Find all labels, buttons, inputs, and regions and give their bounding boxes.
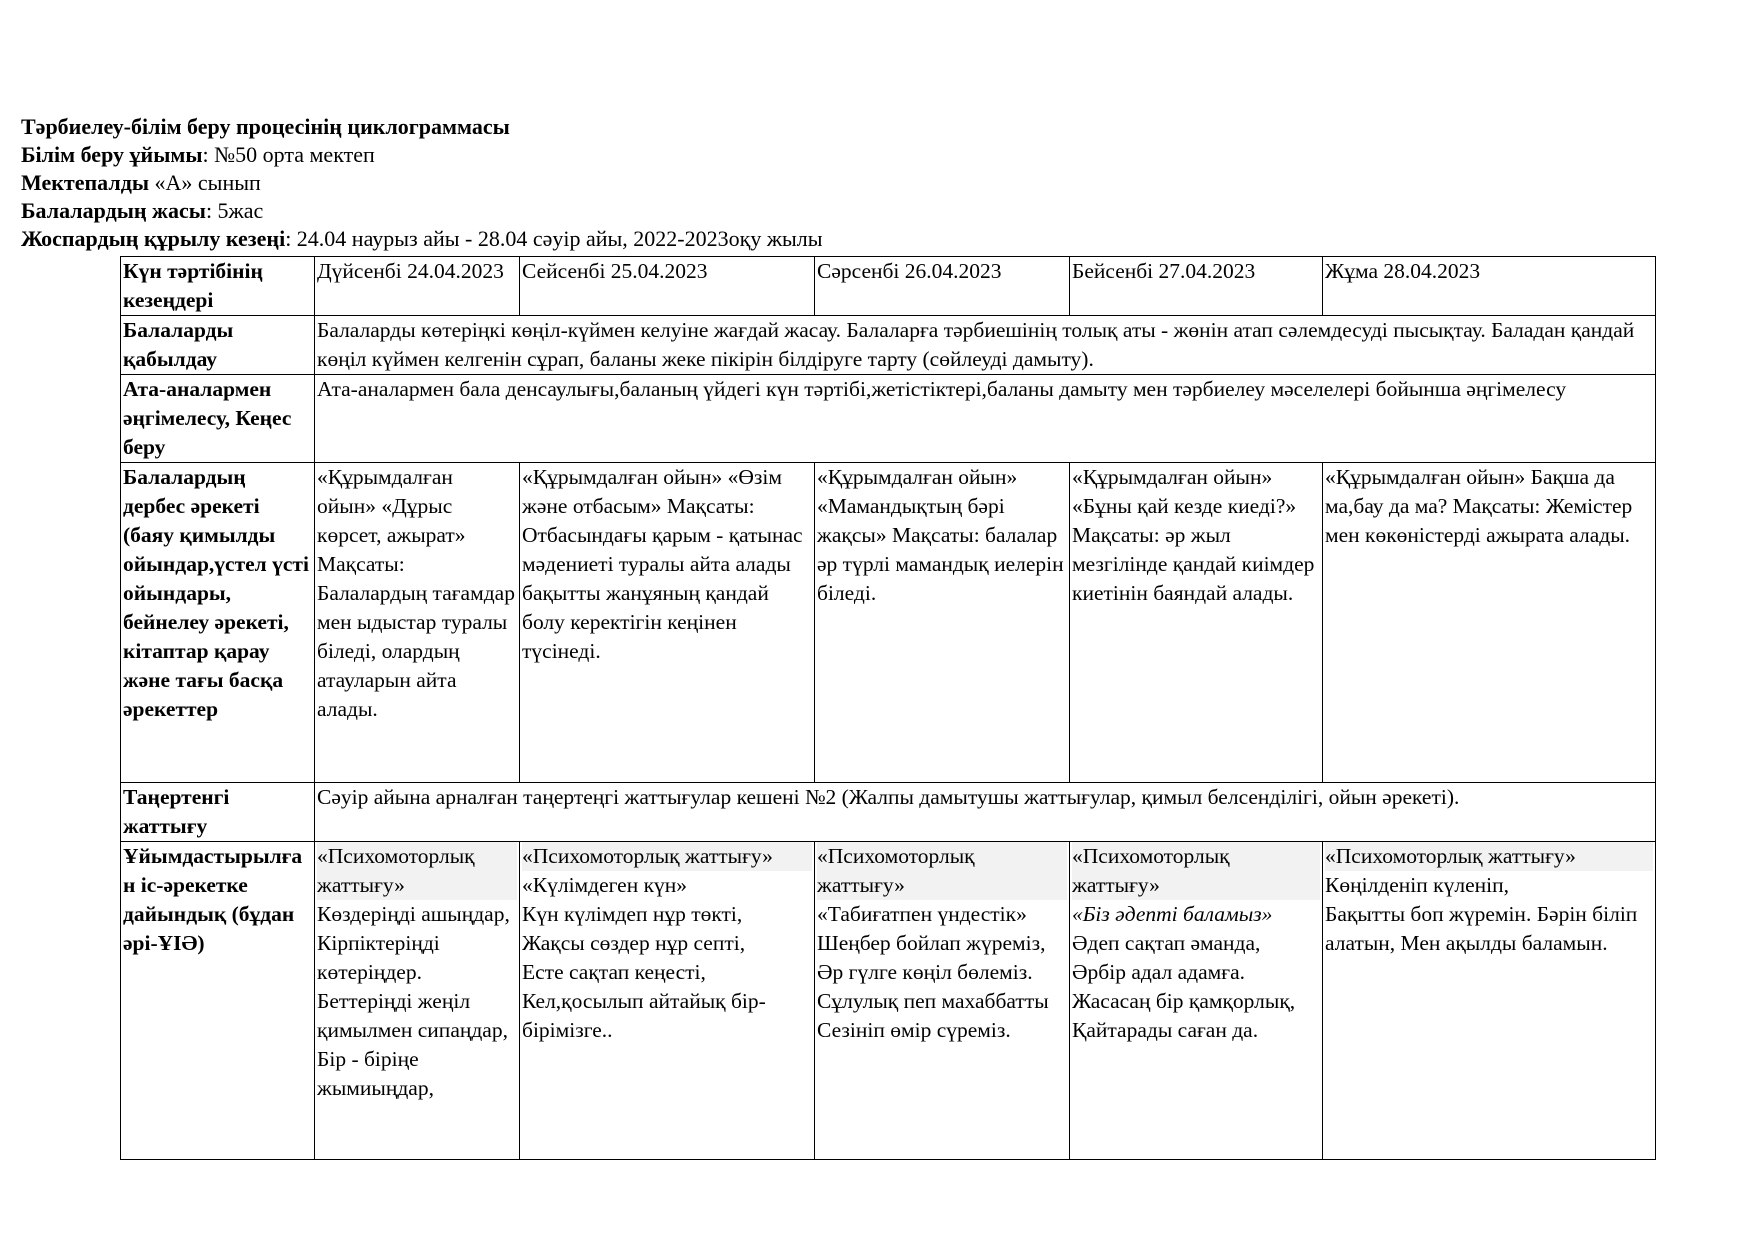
prep-line: «Күлімдеген күн» <box>522 873 688 897</box>
day-header-monday: Дүйсенбі 24.04.2023 <box>315 257 520 316</box>
reception-text: Балаларды көтеріңкі көңіл-күймен келуіне жағдай жасау. Балаларға тәрбиешінің толық аты - жөнін атап сәлемдесуді пысықтау. Баладан қандай көңіл күймен келгенін сұрап, баланы жеке пікірін білдіруге тарту (сөйлеуді дамыту). <box>315 316 1656 375</box>
prep-friday <box>1323 842 1656 1160</box>
activity-tuesday: «Құрымдалған ойын» «Өзім және отбасым» Мақсаты: Отбасындағы қарым - қатынас мәдениеті туралы айта алады бақытты жанұяның қандай болу керектігін кеңінен түсінеді. <box>520 463 815 783</box>
prep-line: Әдеп сақтап әманда, <box>1072 931 1261 955</box>
prep-line: Сұлулық пеп махаббатты <box>817 989 1049 1013</box>
group-line: Мектепалды «А» сынып <box>21 170 261 195</box>
prep-line: Көздеріңді ашыңдар, <box>317 902 510 926</box>
prep-line: Әр гүлге көңіл бөлеміз. <box>817 960 1033 984</box>
organization-line: Білім беру ұйымы: №50 орта мектеп <box>21 142 375 167</box>
prep-subtitle: «Біз әдепті баламыз» <box>1072 902 1273 926</box>
table-row <box>121 842 1656 1160</box>
row-label: Балалардың дербес әрекеті (баяу қимылды ойындар,үстел үсті ойындары, бейнелеу әрекеті, кітаптар қарау және тағы басқа әрекеттер <box>121 463 315 783</box>
prep-line: Көңілденіп күленіп, <box>1325 873 1509 897</box>
document-header <box>21 113 823 253</box>
prep-line: «Табиғатпен үндестік» <box>817 902 1027 926</box>
prep-line: Беттеріңді жеңіл қимылмен сипаңдар, <box>317 989 508 1042</box>
table-row <box>121 257 1656 316</box>
table-row <box>121 375 1656 463</box>
prep-line: Әрбір адал адамға. <box>1072 960 1245 984</box>
day-header-wednesday: Сәрсенбі 26.04.2023 <box>815 257 1070 316</box>
prep-thursday <box>1070 842 1323 1160</box>
row-label: Күн тәртібінің кезеңдері <box>121 257 315 316</box>
prep-line: Күн күлімдеп нұр төкті, <box>522 902 743 926</box>
row-label: Ұйымдастырылған іс-әрекетке дайындық (бұдан әрі-ҰІӘ) <box>121 842 315 1160</box>
table-row <box>121 463 1656 783</box>
prep-title: «Психомоторлық жаттығу» <box>1325 842 1653 871</box>
activity-wednesday: «Құрымдалған ойын» «Мамандықтың бәрі жақсы» Мақсаты: балалар әр түрлі мамандық иелерін біледі. <box>815 463 1070 783</box>
prep-line: Есте сақтап кеңесті, <box>522 960 706 984</box>
prep-line: Сезініп өмір сүреміз. <box>817 1018 1011 1042</box>
prep-title: «Психомоторлық жаттығу» <box>522 842 812 871</box>
prep-line: Кел,қосылып айтайық бір-бірімізге.. <box>522 989 766 1042</box>
row-label: Балаларды қабылдау <box>121 316 315 375</box>
prep-tuesday <box>520 842 815 1160</box>
activity-friday: «Құрымдалған ойын» Бақша да ма,бау да ма? Мақсаты: Жемістер мен көкөністерді ажырата алады. <box>1323 463 1656 783</box>
prep-title: «Психомоторлық жаттығу» <box>317 842 517 900</box>
prep-wednesday <box>815 842 1070 1160</box>
exercise-text: Сәуір айына арналған таңертеңгі жаттығулар кешені №2 (Жалпы дамытушы жаттығулар, қимыл белсенділігі, ойын әрекеті). <box>315 783 1656 842</box>
activity-monday: «Құрымдалған ойын» «Дұрыс көрсет, ажырат» Мақсаты: Балалардың тағамдар мен ыдыстар туралы біледі, олардың атауларын айта алады. <box>315 463 520 783</box>
prep-line: Шеңбер бойлап жүреміз, <box>817 931 1046 955</box>
schedule-table <box>120 256 1656 1160</box>
prep-line: Бақытты боп жүремін. Бәрін біліп алатын, Мен ақылды баламын. <box>1325 902 1638 955</box>
row-label: Таңертенгі жаттығу <box>121 783 315 842</box>
day-header-thursday: Бейсенбі 27.04.2023 <box>1070 257 1323 316</box>
prep-monday <box>315 842 520 1160</box>
table-row <box>121 316 1656 375</box>
prep-line: Жақсы сөздер нұр септі, <box>522 931 746 955</box>
period-line: Жоспардың құрылу кезеңі: 24.04 наурыз айы - 28.04 сәуір айы, 2022-2023оқу жылы <box>21 226 823 251</box>
day-header-tuesday: Сейсенбі 25.04.2023 <box>520 257 815 316</box>
table-row <box>121 783 1656 842</box>
document-title: Тәрбиелеу-білім беру процесінің циклограммасы <box>21 114 510 139</box>
prep-line: Кірпіктеріңді көтеріңдер. <box>317 931 440 984</box>
age-line: Балалардың жасы: 5жас <box>21 198 264 223</box>
prep-line: Бір - біріңе жымиыңдар, <box>317 1047 434 1100</box>
day-header-friday: Жұма 28.04.2023 <box>1323 257 1656 316</box>
activity-thursday: «Құрымдалған ойын» «Бұны қай кезде киеді?» Мақсаты: әр жыл мезгілінде қандай киімдер киетінін баяндай алады. <box>1070 463 1323 783</box>
parents-text: Ата-аналармен бала денсаулығы,баланың үйдегі күн тәртібі,жетістіктері,баланы дамыту мен тәрбиелеу мәселелері бойынша әңгімелесу <box>315 375 1656 463</box>
prep-line: Жасасаң бір қамқорлық, Қайтарады саған да. <box>1072 989 1296 1042</box>
prep-title: «Психомоторлық жаттығу» <box>1072 842 1320 900</box>
prep-title: «Психомоторлық жаттығу» <box>817 842 1067 900</box>
row-label: Ата-аналармен әңгімелесу, Кеңес беру <box>121 375 315 463</box>
